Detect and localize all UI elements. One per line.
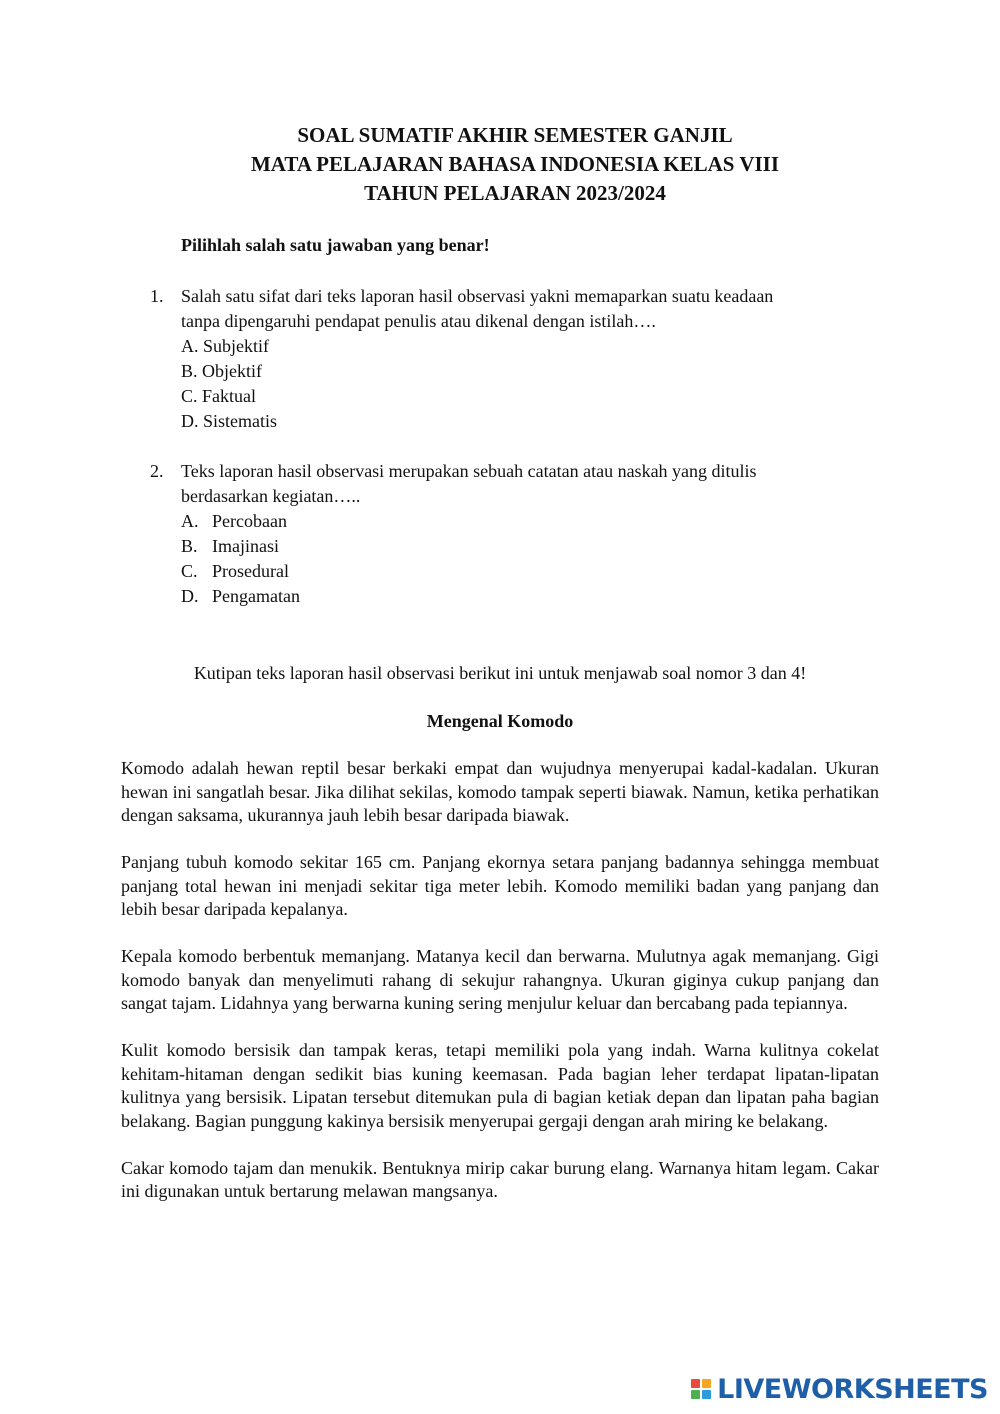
answer-options	[181, 509, 850, 609]
option-text: Imajinasi	[212, 536, 279, 556]
answer-option-c[interactable]: C. Faktual	[181, 386, 256, 406]
reading-paragraph-4: Kulit komodo bersisik dan tampak keras, tetapi memiliki pola yang indah. Warna kulitnya cokelat kehitam-hitaman dengan sedikit bias kuning keemasan. Pada bagian leher terdapat lipatan-lipatan kulitnya yang bersisik. Lipatan tersebut ditemukan pula di bagian ketiak depan dan lipatan paha bagian belakang. Bagian punggung kakinya bersisik menyerupai gergaji dengan arah miring ke belakang.	[121, 1040, 879, 1131]
answer-option-a[interactable]	[181, 509, 850, 534]
option-letter: B.	[181, 536, 198, 556]
question-2	[150, 459, 850, 609]
header-title-line-1: SOAL SUMATIF AKHIR SEMESTER GANJIL	[297, 123, 733, 147]
watermark-text: LIVEWORKSHEETS	[717, 1373, 988, 1405]
reading-paragraph-1: Komodo adalah hewan reptil besar berkaki empat dan wujudnya menyerupai kadal-kadalan. Ukuran hewan ini sangatlah besar. Jika dilihat sekilas, komodo tampak seperti biawak. Namun, ketika perhatikan dengan saksama, ukurannya jauh lebih besar daripada biawak.	[121, 758, 879, 825]
question-number: 2.	[150, 461, 164, 481]
logo-square-blue	[702, 1390, 711, 1399]
answer-option-b[interactable]	[181, 534, 850, 559]
liveworksheets-watermark[interactable]	[691, 1372, 988, 1406]
option-text: Prosedural	[212, 561, 289, 581]
logo-square-green	[691, 1390, 700, 1399]
answer-option-d[interactable]: D. Sistematis	[181, 411, 278, 431]
question-1	[150, 284, 850, 434]
question-stem-line: berdasarkan kegiatan…..	[181, 486, 361, 506]
option-text: Percobaan	[212, 511, 287, 531]
logo-square-red	[691, 1379, 700, 1388]
reading-paragraph-2: Panjang tubuh komodo sekitar 165 cm. Panjang ekornya setara panjang badannya sehingga membuat panjang total hewan ini menjadi sekitar tiga meter lebih. Komodo memiliki badan yang panjang dan lebih besar daripada kepalanya.	[121, 852, 879, 919]
question-stem	[181, 459, 850, 509]
question-number: 1.	[150, 286, 164, 306]
option-letter: A.	[181, 511, 199, 531]
answer-option-a[interactable]: A. Subjektif	[181, 336, 269, 356]
question-stem	[181, 284, 850, 334]
logo-square-orange	[702, 1379, 711, 1388]
reading-passage	[121, 757, 879, 1227]
option-text: Pengamatan	[212, 586, 300, 606]
option-letter: D.	[181, 586, 199, 606]
reading-paragraph-5: Cakar komodo tajam dan menukik. Bentuknya mirip cakar burung elang. Warnanya hitam legam. Cakar ini digunakan untuk bertarung melawan mangsanya.	[121, 1157, 879, 1201]
question-stem-line: tanpa dipengaruhi pendapat penulis atau dikenal dengan istilah….	[181, 311, 656, 331]
document-header	[0, 121, 1000, 208]
question-stem-line: Salah satu sifat dari teks laporan hasil observasi yakni memaparkan suatu keadaan	[181, 286, 774, 306]
excerpt-instruction: Kutipan teks laporan hasil observasi berikut ini untuk menjawab soal nomor 3 dan 4!	[193, 663, 807, 683]
reading-paragraph-3: Kepala komodo berbentuk memanjang. Matanya kecil dan berwarna. Mulutnya agak memanjang. Gigi komodo banyak dan menyelimuti rahang di sekujur rahangnya. Ukuran giginya cukup panjang dan sangat tajam. Lidahnya yang berwarna kuning sering menjulur keluar dan bercabang pada tepiannya.	[121, 946, 879, 1013]
option-letter: C.	[181, 561, 198, 581]
header-title-line-3: TAHUN PELAJARAN 2023/2024	[364, 181, 666, 205]
answer-option-c[interactable]	[181, 559, 850, 584]
answer-option-d[interactable]	[181, 584, 850, 609]
reading-title: Mengenal Komodo	[426, 711, 574, 731]
question-stem-line: Teks laporan hasil observasi merupakan sebuah catatan atau naskah yang ditulis	[181, 461, 757, 481]
instruction-text: Pilihlah salah satu jawaban yang benar!	[181, 235, 490, 255]
answer-option-b[interactable]: B. Objektif	[181, 361, 262, 381]
answer-options	[181, 334, 850, 434]
header-title-line-2: MATA PELAJARAN BAHASA INDONESIA KELAS VIII	[250, 152, 780, 176]
liveworksheets-logo-icon	[691, 1379, 711, 1399]
